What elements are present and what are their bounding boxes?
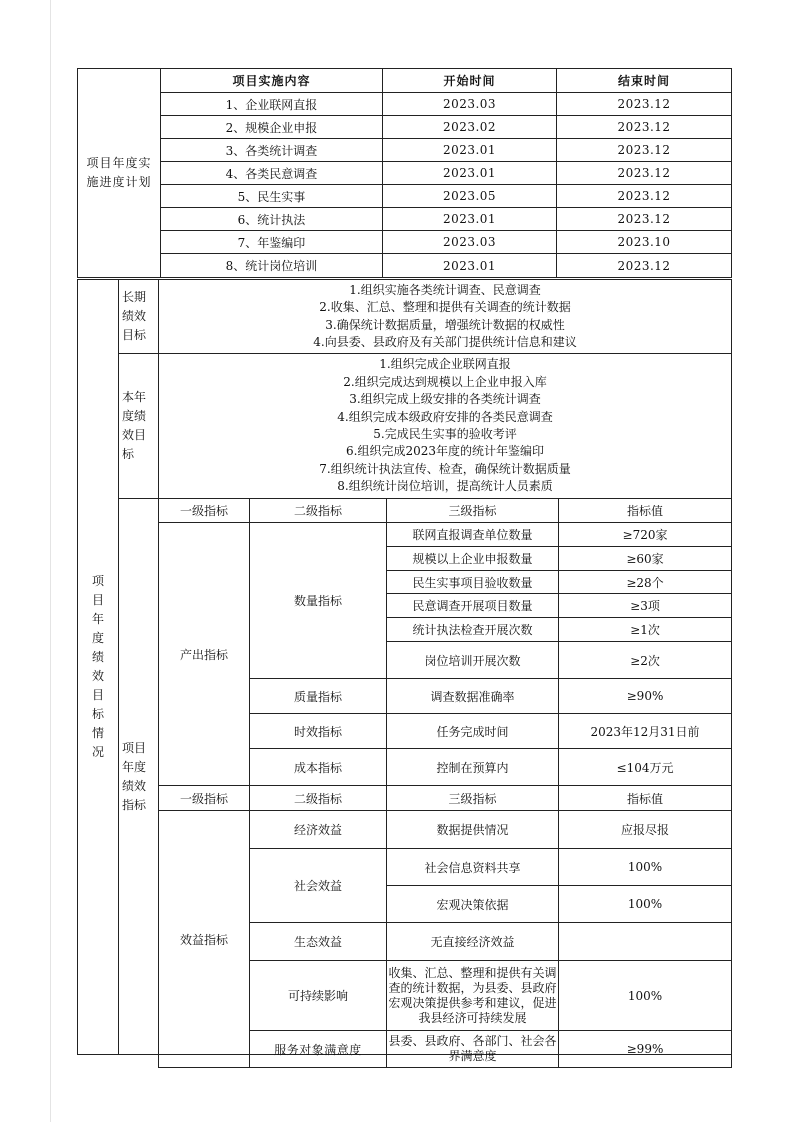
ecological-l2: 生态效益 xyxy=(250,923,387,961)
schedule-table xyxy=(77,68,732,278)
header-end: 结束时间 xyxy=(557,69,732,93)
indicator-value: ≥90% xyxy=(559,679,732,714)
indicator-l3: 统计执法检查开展次数 xyxy=(387,618,559,642)
goal-item: 3.组织完成上级安排的各类统计调查 xyxy=(349,392,541,407)
annual-goals xyxy=(159,354,732,499)
header-start: 开始时间 xyxy=(383,69,557,93)
schedule-item: 8、统计岗位培训 xyxy=(161,254,383,278)
indicator-value: ≤104万元 xyxy=(559,749,732,786)
scan-artifact-line xyxy=(50,0,51,1122)
indicator-value: ≥60家 xyxy=(559,547,732,571)
schedule-start: 2023.03 xyxy=(383,93,557,116)
schedule-side-label: 项目年度实施进度计划 xyxy=(78,69,161,278)
output-l1: 产出指标 xyxy=(159,523,250,786)
schedule-item: 6、统计执法 xyxy=(161,208,383,231)
indicator-l3: 宏观决策依据 xyxy=(387,886,559,923)
goal-item: 7.组织统计执法宣传、检查，确保统计数据质量 xyxy=(319,461,571,476)
header-l1: 一级指标 xyxy=(159,499,250,523)
goal-item: 2.收集、汇总、整理和提供有关调查的统计数据 xyxy=(319,300,571,315)
indicator-l3: 任务完成时间 xyxy=(387,714,559,749)
goal-item: 4.向县委、县政府及有关部门提供统计信息和建议 xyxy=(313,334,577,349)
header-value-repeat: 指标值 xyxy=(559,786,732,811)
indicator-value: ≥28个 xyxy=(559,571,732,594)
header-content: 项目实施内容 xyxy=(161,69,383,93)
social-l2: 社会效益 xyxy=(250,849,387,923)
schedule-end: 2023.12 xyxy=(557,254,732,278)
cost-l2: 成本指标 xyxy=(250,749,387,786)
indicator-l3: 数据提供情况 xyxy=(387,811,559,849)
indicator-value: ≥1次 xyxy=(559,618,732,642)
schedule-end: 2023.12 xyxy=(557,162,732,185)
header-l2: 二级指标 xyxy=(250,499,387,523)
goal-item: 3.确保统计数据质量，增强统计数据的权威性 xyxy=(325,317,565,332)
schedule-item: 3、各类统计调查 xyxy=(161,139,383,162)
schedule-item: 4、各类民意调查 xyxy=(161,162,383,185)
header-l2-repeat: 二级指标 xyxy=(250,786,387,811)
long-term-label: 长期绩效目标 xyxy=(119,280,159,354)
indicator-value: 100% xyxy=(559,886,732,923)
annual-target-label: 本年度绩效目标 xyxy=(119,354,159,499)
indicator-value: ≥3项 xyxy=(559,594,732,618)
indicator-l3: 调查数据准确率 xyxy=(387,679,559,714)
indicator-value xyxy=(559,923,732,961)
targets-outer-label-text: 项目年度绩效目标情况 xyxy=(91,574,104,759)
header-value: 指标值 xyxy=(559,499,732,523)
indicator-l3: 岗位培训开展次数 xyxy=(387,642,559,679)
indicator-l3: 规模以上企业申报数量 xyxy=(387,547,559,571)
economic-l2: 经济效益 xyxy=(250,811,387,849)
satisfaction-l2: 服务对象满意度 xyxy=(250,1031,387,1068)
schedule-item: 5、民生实事 xyxy=(161,185,383,208)
indicator-value: 100% xyxy=(559,961,732,1031)
schedule-start: 2023.03 xyxy=(383,231,557,254)
schedule-start: 2023.01 xyxy=(383,254,557,278)
header-l3-repeat: 三级指标 xyxy=(387,786,559,811)
header-l3: 三级指标 xyxy=(387,499,559,523)
timeliness-l2: 时效指标 xyxy=(250,714,387,749)
indicator-value: ≥2次 xyxy=(559,642,732,679)
indicator-l3: 民生实事项目验收数量 xyxy=(387,571,559,594)
indicator-l3: 民意调查开展项目数量 xyxy=(387,594,559,618)
schedule-end: 2023.12 xyxy=(557,139,732,162)
quality-l2: 质量指标 xyxy=(250,679,387,714)
schedule-start: 2023.01 xyxy=(383,162,557,185)
sustainable-l2: 可持续影响 xyxy=(250,961,387,1031)
indicators-table xyxy=(158,498,732,1068)
goal-item: 6.组织完成2023年度的统计年鉴编印 xyxy=(346,444,544,459)
indicator-l3: 联网直报调查单位数量 xyxy=(387,523,559,547)
goal-item: 4.组织完成本级政府安排的各类民意调查 xyxy=(337,409,553,424)
goal-item: 5.完成民生实事的验收考评 xyxy=(373,427,517,441)
schedule-item: 2、规模企业申报 xyxy=(161,116,383,139)
schedule-item: 1、企业联网直报 xyxy=(161,93,383,116)
schedule-end: 2023.12 xyxy=(557,116,732,139)
indicator-l3: 控制在预算内 xyxy=(387,749,559,786)
schedule-start: 2023.01 xyxy=(383,208,557,231)
indicator-l3: 社会信息资料共享 xyxy=(387,849,559,886)
indicator-value: 应报尽报 xyxy=(559,811,732,849)
schedule-end: 2023.10 xyxy=(557,231,732,254)
goal-item: 1.组织完成企业联网直报 xyxy=(379,357,511,372)
schedule-item: 7、年鉴编印 xyxy=(161,231,383,254)
goal-item: 2.组织完成达到规模以上企业申报入库 xyxy=(343,374,547,389)
indicator-l3: 无直接经济效益 xyxy=(387,923,559,961)
goal-item: 1.组织实施各类统计调查、民意调查 xyxy=(349,282,541,297)
indicator-value: 100% xyxy=(559,849,732,886)
targets-outer-label xyxy=(78,280,119,1055)
indicator-value: ≥720家 xyxy=(559,523,732,547)
schedule-end: 2023.12 xyxy=(557,208,732,231)
schedule-end: 2023.12 xyxy=(557,93,732,116)
indicator-value: 2023年12月31日前 xyxy=(559,714,732,749)
schedule-start: 2023.01 xyxy=(383,139,557,162)
benefit-l1: 效益指标 xyxy=(159,811,250,1068)
indicator-l3: 收集、汇总、整理和提供有关调查的统计数据，为县委、县政府宏观决策提供参考和建议，促进我县经济可持续发展 xyxy=(387,961,559,1031)
indicator-l3: 县委、县政府、各部门、社会各界满意度 xyxy=(387,1031,559,1068)
goal-item: 8.组织统计岗位培训，提高统计人员素质 xyxy=(337,479,553,494)
quantity-l2: 数量指标 xyxy=(250,523,387,679)
schedule-end: 2023.12 xyxy=(557,185,732,208)
header-l1-repeat: 一级指标 xyxy=(159,786,250,811)
schedule-start: 2023.05 xyxy=(383,185,557,208)
schedule-start: 2023.02 xyxy=(383,116,557,139)
long-term-goals xyxy=(159,280,732,354)
indicator-value: ≥99% xyxy=(559,1031,732,1068)
indicator-label: 项目年度绩效指标 xyxy=(119,499,159,1055)
